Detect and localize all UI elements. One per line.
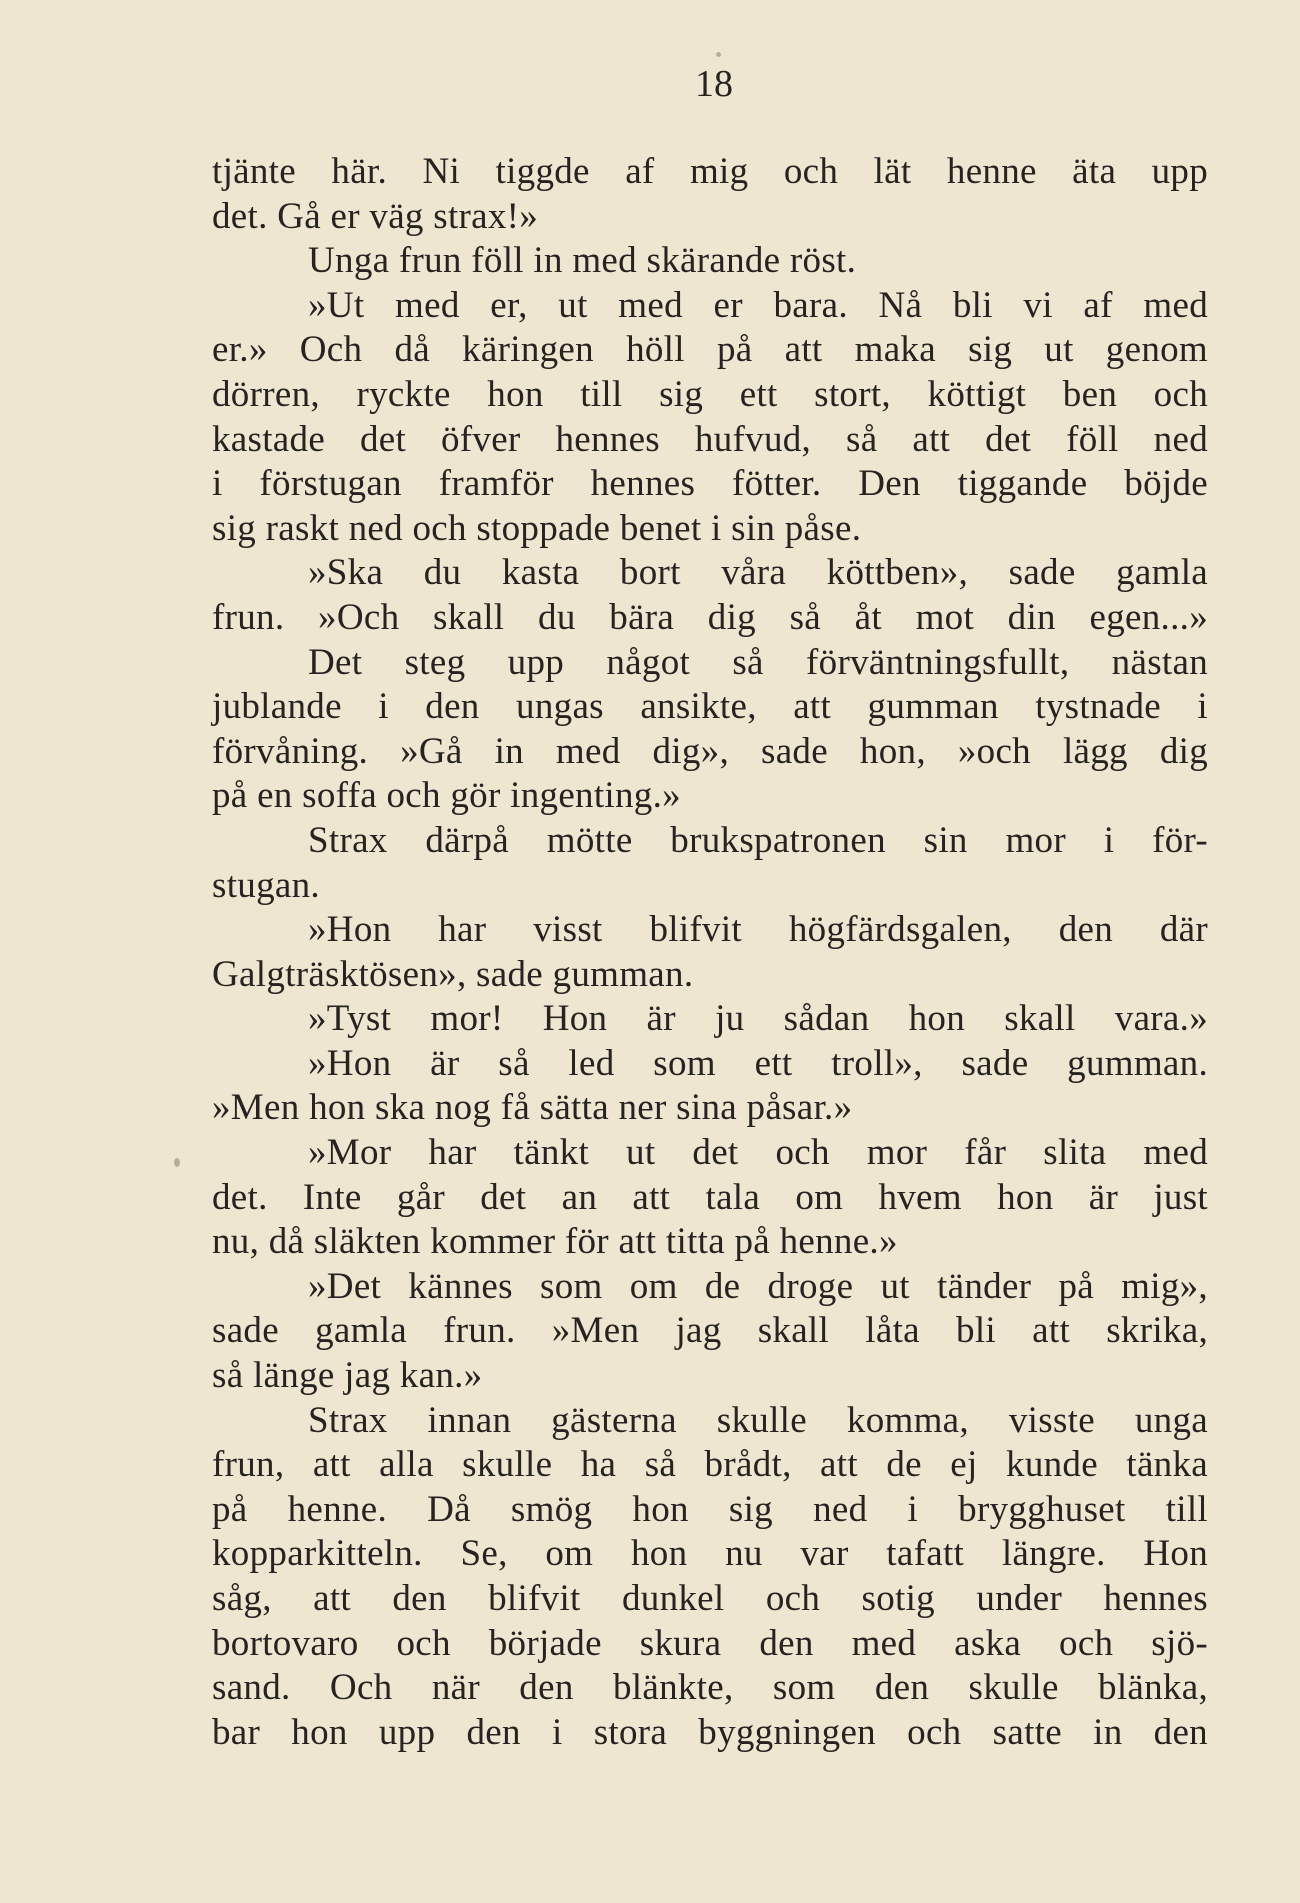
page-number: 18 [695, 63, 733, 105]
text-line: er.» Och då käringen höll på att maka sig ut genom [212, 329, 1208, 371]
text-line: det. Inte går det an att tala om hvem hon är just [212, 1176, 1208, 1218]
text-line: det. Gå er väg strax!» [212, 195, 539, 237]
text-line: Strax innan gästerna skulle komma, visste unga [308, 1399, 1208, 1441]
text-line: på henne. Då smög hon sig ned i brygghuset till [212, 1488, 1208, 1530]
text-line: kastade det öfver hennes hufvud, så att det föll ned [212, 418, 1208, 460]
text-line: »Det kännes som om de droge ut tänder på mig», [308, 1265, 1208, 1307]
text-line: »Hon har visst blifvit högfärdsgalen, den där [308, 909, 1208, 951]
text-line: bortovaro och började skura den med aska och sjö- [212, 1622, 1208, 1664]
paper-speck [716, 52, 721, 57]
text-line: »Mor har tänkt ut det och mor får slita med [308, 1132, 1208, 1174]
text-line: sade gamla frun. »Men jag skall låta bli att skrika, [212, 1310, 1208, 1352]
text-line: frun. »Och skall du bära dig så åt mot din egen...» [212, 596, 1208, 638]
text-line: sig raskt ned och stoppade benet i sin påse. [212, 507, 862, 549]
text-line: tjänte här. Ni tiggde af mig och lät henne äta upp [212, 151, 1208, 192]
text-line: nu, då släkten kommer för att titta på henne.» [212, 1221, 898, 1263]
body-text [212, 150, 1208, 1755]
text-line: såg, att den blifvit dunkel och sotig under hennes [212, 1578, 1208, 1619]
text-line: så länge jag kan.» [212, 1355, 483, 1397]
text-line: stugan. [212, 864, 320, 906]
text-line: frun, att alla skulle ha så brådt, att de ej kunde tänka [212, 1444, 1208, 1486]
paper-speck [174, 1158, 180, 1167]
text-line: på en soffa och gör ingenting.» [212, 775, 681, 817]
text-line: förvåning. »Gå in med dig», sade hon, »och lägg dig [212, 730, 1208, 772]
text-line: »Ska du kasta bort våra köttben», sade gamla [308, 552, 1208, 594]
text-line: Unga frun föll in med skärande röst. [308, 240, 857, 282]
text-line: kopparkitteln. Se, om hon nu var tafatt längre. Hon [212, 1533, 1208, 1575]
text-line: »Hon är så led som ett troll», sade gumman. [308, 1042, 1208, 1084]
text-line: »Ut med er, ut med er bara. Nå bli vi af med [308, 284, 1208, 326]
text-line: jublande i den ungas ansikte, att gumman tystnade i [212, 686, 1208, 728]
text-line: Det steg upp något så förväntningsfullt, nästan [308, 641, 1208, 683]
text-line: Galgträsktösen», sade gumman. [212, 953, 694, 995]
text-line: dörren, ryckte hon till sig ett stort, köttigt ben och [212, 373, 1208, 415]
text-line: bar hon upp den i stora byggningen och satte in den [212, 1711, 1208, 1753]
text-line: sand. Och när den blänkte, som den skulle blänka, [212, 1667, 1208, 1709]
text-line: »Tyst mor! Hon är ju sådan hon skall vara.» [308, 998, 1208, 1040]
text-line: »Men hon ska nog få sätta ner sina påsar.» [212, 1087, 853, 1129]
text-line: i förstugan framför hennes fötter. Den tiggande böjde [212, 463, 1208, 505]
text-line: Strax därpå mötte brukspatronen sin mor i för- [308, 819, 1208, 861]
